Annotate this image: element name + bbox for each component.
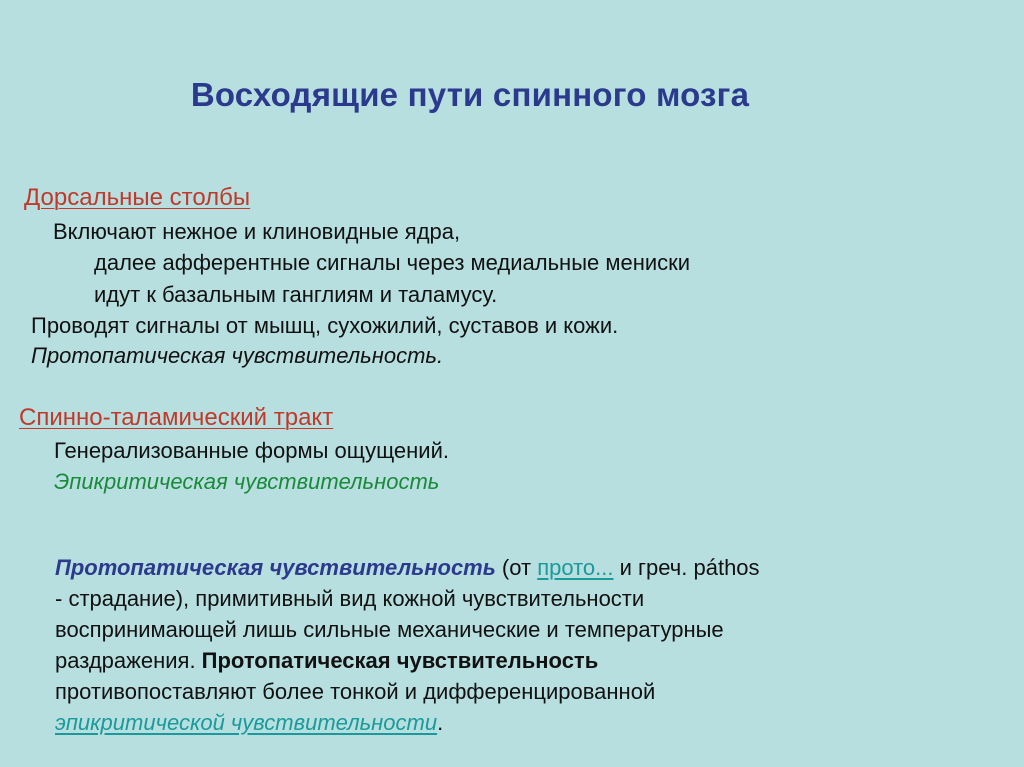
text-line: Проводят сигналы от мышц, сухожилий, суставов и кожи. xyxy=(31,313,619,338)
definition-row-3: воспринимающей лишь сильные механические и температурные xyxy=(55,617,724,642)
text-fragment: (от xyxy=(495,555,538,580)
section-heading-dorsal-columns: Дорсальные столбы xyxy=(24,184,251,211)
text-line: идут к базальным ганглиям и таламусу. xyxy=(94,282,498,307)
definition-row-6 xyxy=(55,707,935,738)
epicritic-link[interactable]: эпикритической чувствительности xyxy=(55,710,438,735)
text-fragment: раздражения. xyxy=(55,648,202,673)
bold-term: Протопатическая чувствительность xyxy=(201,648,599,673)
section-heading-spinothalamic-tract: Спинно-таламический тракт xyxy=(19,404,334,431)
definition-row-5: противопоставляют более тонкой и дифференцированной xyxy=(55,679,656,704)
proto-link[interactable]: прото... xyxy=(537,555,614,580)
text-line-italic: Протопатическая чувствительность. xyxy=(31,343,444,368)
definition-row-2: - страдание), примитивный вид кожной чувствительности xyxy=(55,586,645,611)
definition-paragraph xyxy=(55,552,935,738)
definition-row-4 xyxy=(55,645,935,676)
text-line-green-italic: Эпикритическая чувствительность xyxy=(54,469,440,494)
text-fragment: . xyxy=(437,710,444,735)
page-title: Восходящие пути спинного мозга xyxy=(190,76,750,113)
text-line: далее афферентные сигналы через медиальные мениски xyxy=(94,250,691,275)
definition-term: Протопатическая чувствительность xyxy=(55,555,496,580)
text-line: Генерализованные формы ощущений. xyxy=(54,438,450,463)
definition-row-1 xyxy=(55,552,935,583)
text-line: Включают нежное и клиновидные ядра, xyxy=(53,219,461,244)
text-fragment: и греч. páthos xyxy=(613,555,760,580)
